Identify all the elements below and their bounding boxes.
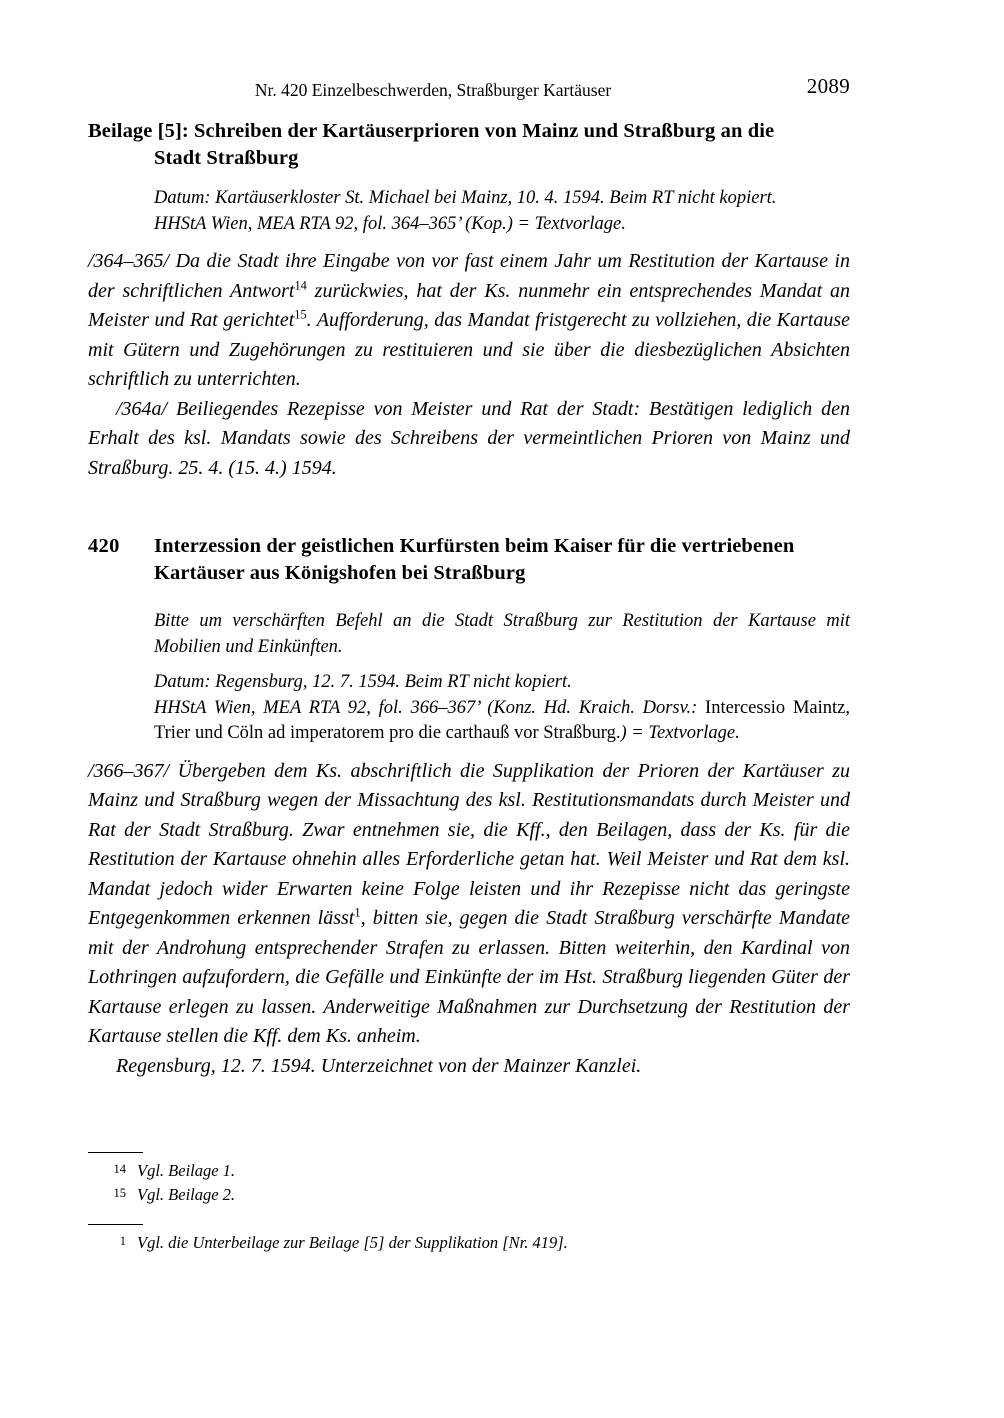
beilage-meta-datum: Datum: Kartäuserkloster St. Michael bei Mainz, 10. 4. 1594. Beim RT nicht kopiert.: [154, 188, 777, 208]
running-head: [88, 74, 850, 102]
entry-meta-source-italic-a: HHStA Wien, MEA RTA 92, fol. 366–367’ (Konz. Hd. Kraich. Dorsv.:: [154, 697, 706, 718]
spacer: [88, 660, 850, 670]
spacer: [88, 483, 850, 533]
spacer: [88, 747, 850, 757]
footnote-text: Vgl. die Unterbeilage zur Beilage [5] der Supplikation [Nr. 419].: [137, 1233, 568, 1252]
spacer: [88, 176, 850, 186]
entry-par1-part-a: /366–367/ Übergeben dem Ks. abschriftlich die Supplikation der Prioren der Kartäuser zu Mainz und Straßburg wegen der Missachtung des ksl. Restitutionsmandats durch Meister und Rat der Stadt Straßburg. Zwar entnehmen sie, die Kff., den Beilagen, dass der Ks. für die Restitution der Kartause ohnehin alles Erforderliche getan hat. Weil Meister und Rat dem ksl. Mandat jedoch wider Erwarten keine Folge leisten und ihr Rezepisse nicht das geringste Entgegenkommen erkennen lässt: [88, 759, 850, 929]
running-head-title: Nr. 420 Einzelbeschwerden, Straßburger Kartäuser: [254, 80, 612, 100]
footnote-item: [88, 1159, 850, 1183]
beilage-heading-line2: Stadt Straßburg: [154, 147, 299, 169]
footnote-separator-rule: [88, 1224, 143, 1225]
entry-paragraph-1: [88, 757, 850, 1052]
text-column: [88, 118, 850, 1081]
footnote-block-upper: [88, 1152, 850, 1207]
entry-meta-source-italic-b: ) = Textvorlage.: [620, 723, 740, 743]
footnote-marker: 14: [113, 1162, 126, 1176]
entry-number: 420: [88, 535, 120, 557]
beilage-paragraph-2: /364a/ Beiliegendes Rezepisse von Meister und Rat der Stadt: Bestätigen lediglich den Erhalt des ksl. Mandats sowie des Schreibens der vermeintlichen Prioren von Mainz und Straßburg. 25. 4. (15. 4.) 1594.: [88, 397, 850, 479]
entry-meta-source: [88, 696, 850, 747]
beilage-par1-part-c: . Aufforderung, das Mandat fristgerecht zu vollziehen, die Kartause mit Gütern und Zugehörungen zu restituieren und sie über die diesbezüglichen Absichten schriftlich zu unterrichten.: [88, 309, 850, 390]
entry-heading: [88, 533, 850, 587]
footnote-text: Vgl. Beilage 2.: [137, 1185, 236, 1204]
beilage-heading: [88, 118, 850, 172]
beilage-par1-part-a: /364–365/ Da die Stadt ihre Eingabe von vor fast einem Jahr um Restitution der Kartause in der schriftlichen Antwort: [88, 250, 850, 302]
footnote-separator-rule: [88, 1152, 143, 1153]
footnote-ref-15[interactable]: 15: [294, 307, 307, 322]
footnote-marker: 1: [119, 1234, 126, 1248]
footnote-item: [88, 1183, 850, 1207]
beilage-paragraph-1: [88, 247, 850, 395]
spacer: [88, 237, 850, 247]
entry-paragraph-2: Regensburg, 12. 7. 1594. Unterzeichnet von der Mainzer Kanzlei.: [116, 1054, 642, 1077]
entry-par1-part-b: , bitten sie, gegen die Stadt Straßburg verschärfte Mandate mit der Androhung entsprechender Strafen zu erlassen. Bitten weiterhin, den Kardinal von Lothringen aufzufordern, die Gefälle und Einkünfte der im Hst. Straßburg liegenden Güter der Kartause erlegen zu lassen. Anderweitige Maßnahmen zur Durchsetzung der Restitution der Kartause stellen die Kff. dem Ks. anheim.: [88, 907, 851, 1047]
footnote-ref-14[interactable]: 14: [294, 277, 307, 292]
beilage-par1-part-b: zurückwies, hat der Ks. nunmehr ein entsprechendes Mandat an Meister und Rat gerichtet: [88, 279, 850, 331]
spacer: [88, 587, 850, 609]
footnote-text: Vgl. Beilage 1.: [137, 1161, 236, 1180]
entry-heading-line1: Interzession der geistlichen Kurfürsten beim Kaiser für die vertriebenen: [154, 535, 795, 557]
entry-summary: Bitte um verschärften Befehl an die Stadt Straßburg zur Restitution der Kartause mit Mobilien und Einkünften.: [154, 611, 850, 657]
footnote-block-lower: [88, 1224, 850, 1255]
entry-meta-datum: Datum: Regensburg, 12. 7. 1594. Beim RT nicht kopiert.: [154, 672, 572, 692]
entry-heading-line2: Kartäuser aus Königshofen bei Straßburg: [154, 562, 526, 584]
beilage-heading-line1: Beilage [5]: Schreiben der Kartäuserprioren von Mainz und Straßburg an die: [88, 120, 775, 142]
entry-meta-source-dorsal-note: Intercessio Maintz, Trier und Cöln ad imperatorem pro die carthauß vor Straßburg.: [154, 697, 850, 743]
footnote-item: [88, 1231, 850, 1255]
footnote-marker: 15: [113, 1186, 126, 1200]
footnote-ref-1[interactable]: 1: [354, 905, 361, 920]
beilage-meta-source: HHStA Wien, MEA RTA 92, fol. 364–365’ (Kop.) = Textvorlage.: [154, 213, 626, 234]
page-number: 2089: [806, 74, 850, 98]
